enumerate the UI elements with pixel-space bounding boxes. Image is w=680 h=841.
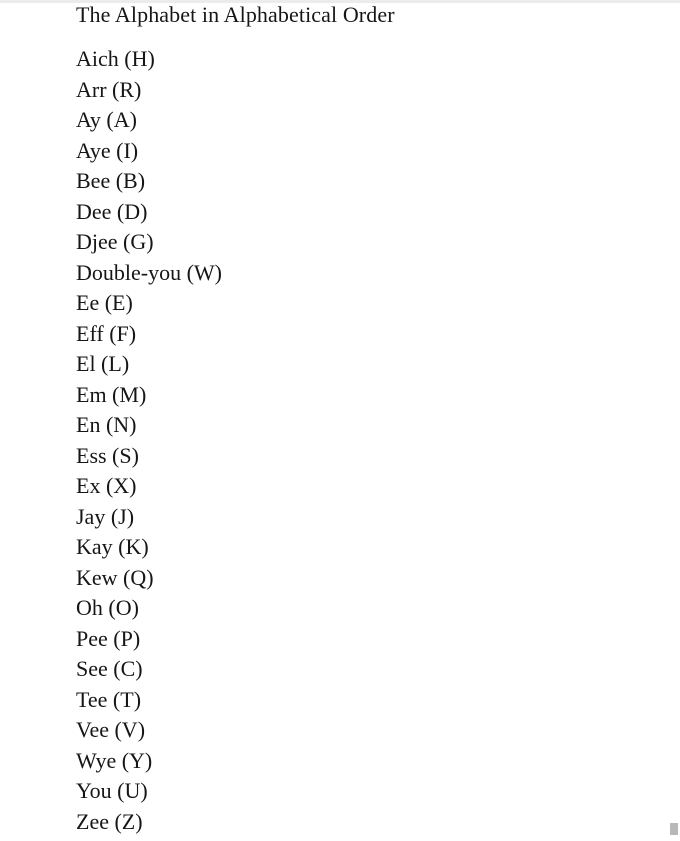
list-item: Ess (S) [76,442,139,468]
list-item: Bee (B) [76,168,146,193]
list-item: Kew (Q) [76,564,154,590]
list-item: En (N) [76,412,137,437]
list-item: Pee (P) [76,625,141,651]
list-item: Zee (Z) [76,808,143,834]
page-title: The Alphabet in Alphabetical Order [76,2,395,27]
list-item: See (C) [76,656,143,681]
list-item: Ee (E) [76,290,133,315]
list-item: Vee (V) [76,717,146,742]
list-item: Tee (T) [76,686,142,712]
list-item: Oh (O) [76,595,139,620]
list-item: Eff (F) [76,320,137,346]
list-item: Ay (A) [76,107,137,132]
list-item: Djee (G) [76,229,154,254]
list-item: Kay (K) [76,534,149,559]
list-item: Double-you (W) [76,259,223,285]
list-item: Aye (I) [76,137,139,163]
list-item: Em (M) [76,381,147,407]
list-item: Wye (Y) [76,747,153,773]
list-item: Aich (H) [76,46,155,71]
scrollbar-thumb[interactable] [670,823,678,835]
list-item: Ex (X) [76,473,137,498]
list-item: You (U) [76,778,148,803]
list-item: Arr (R) [76,76,142,102]
list-item: El (L) [76,351,130,376]
list-item: Dee (D) [76,198,148,224]
letter-list [76,44,222,837]
list-item: Jay (J) [76,503,135,529]
